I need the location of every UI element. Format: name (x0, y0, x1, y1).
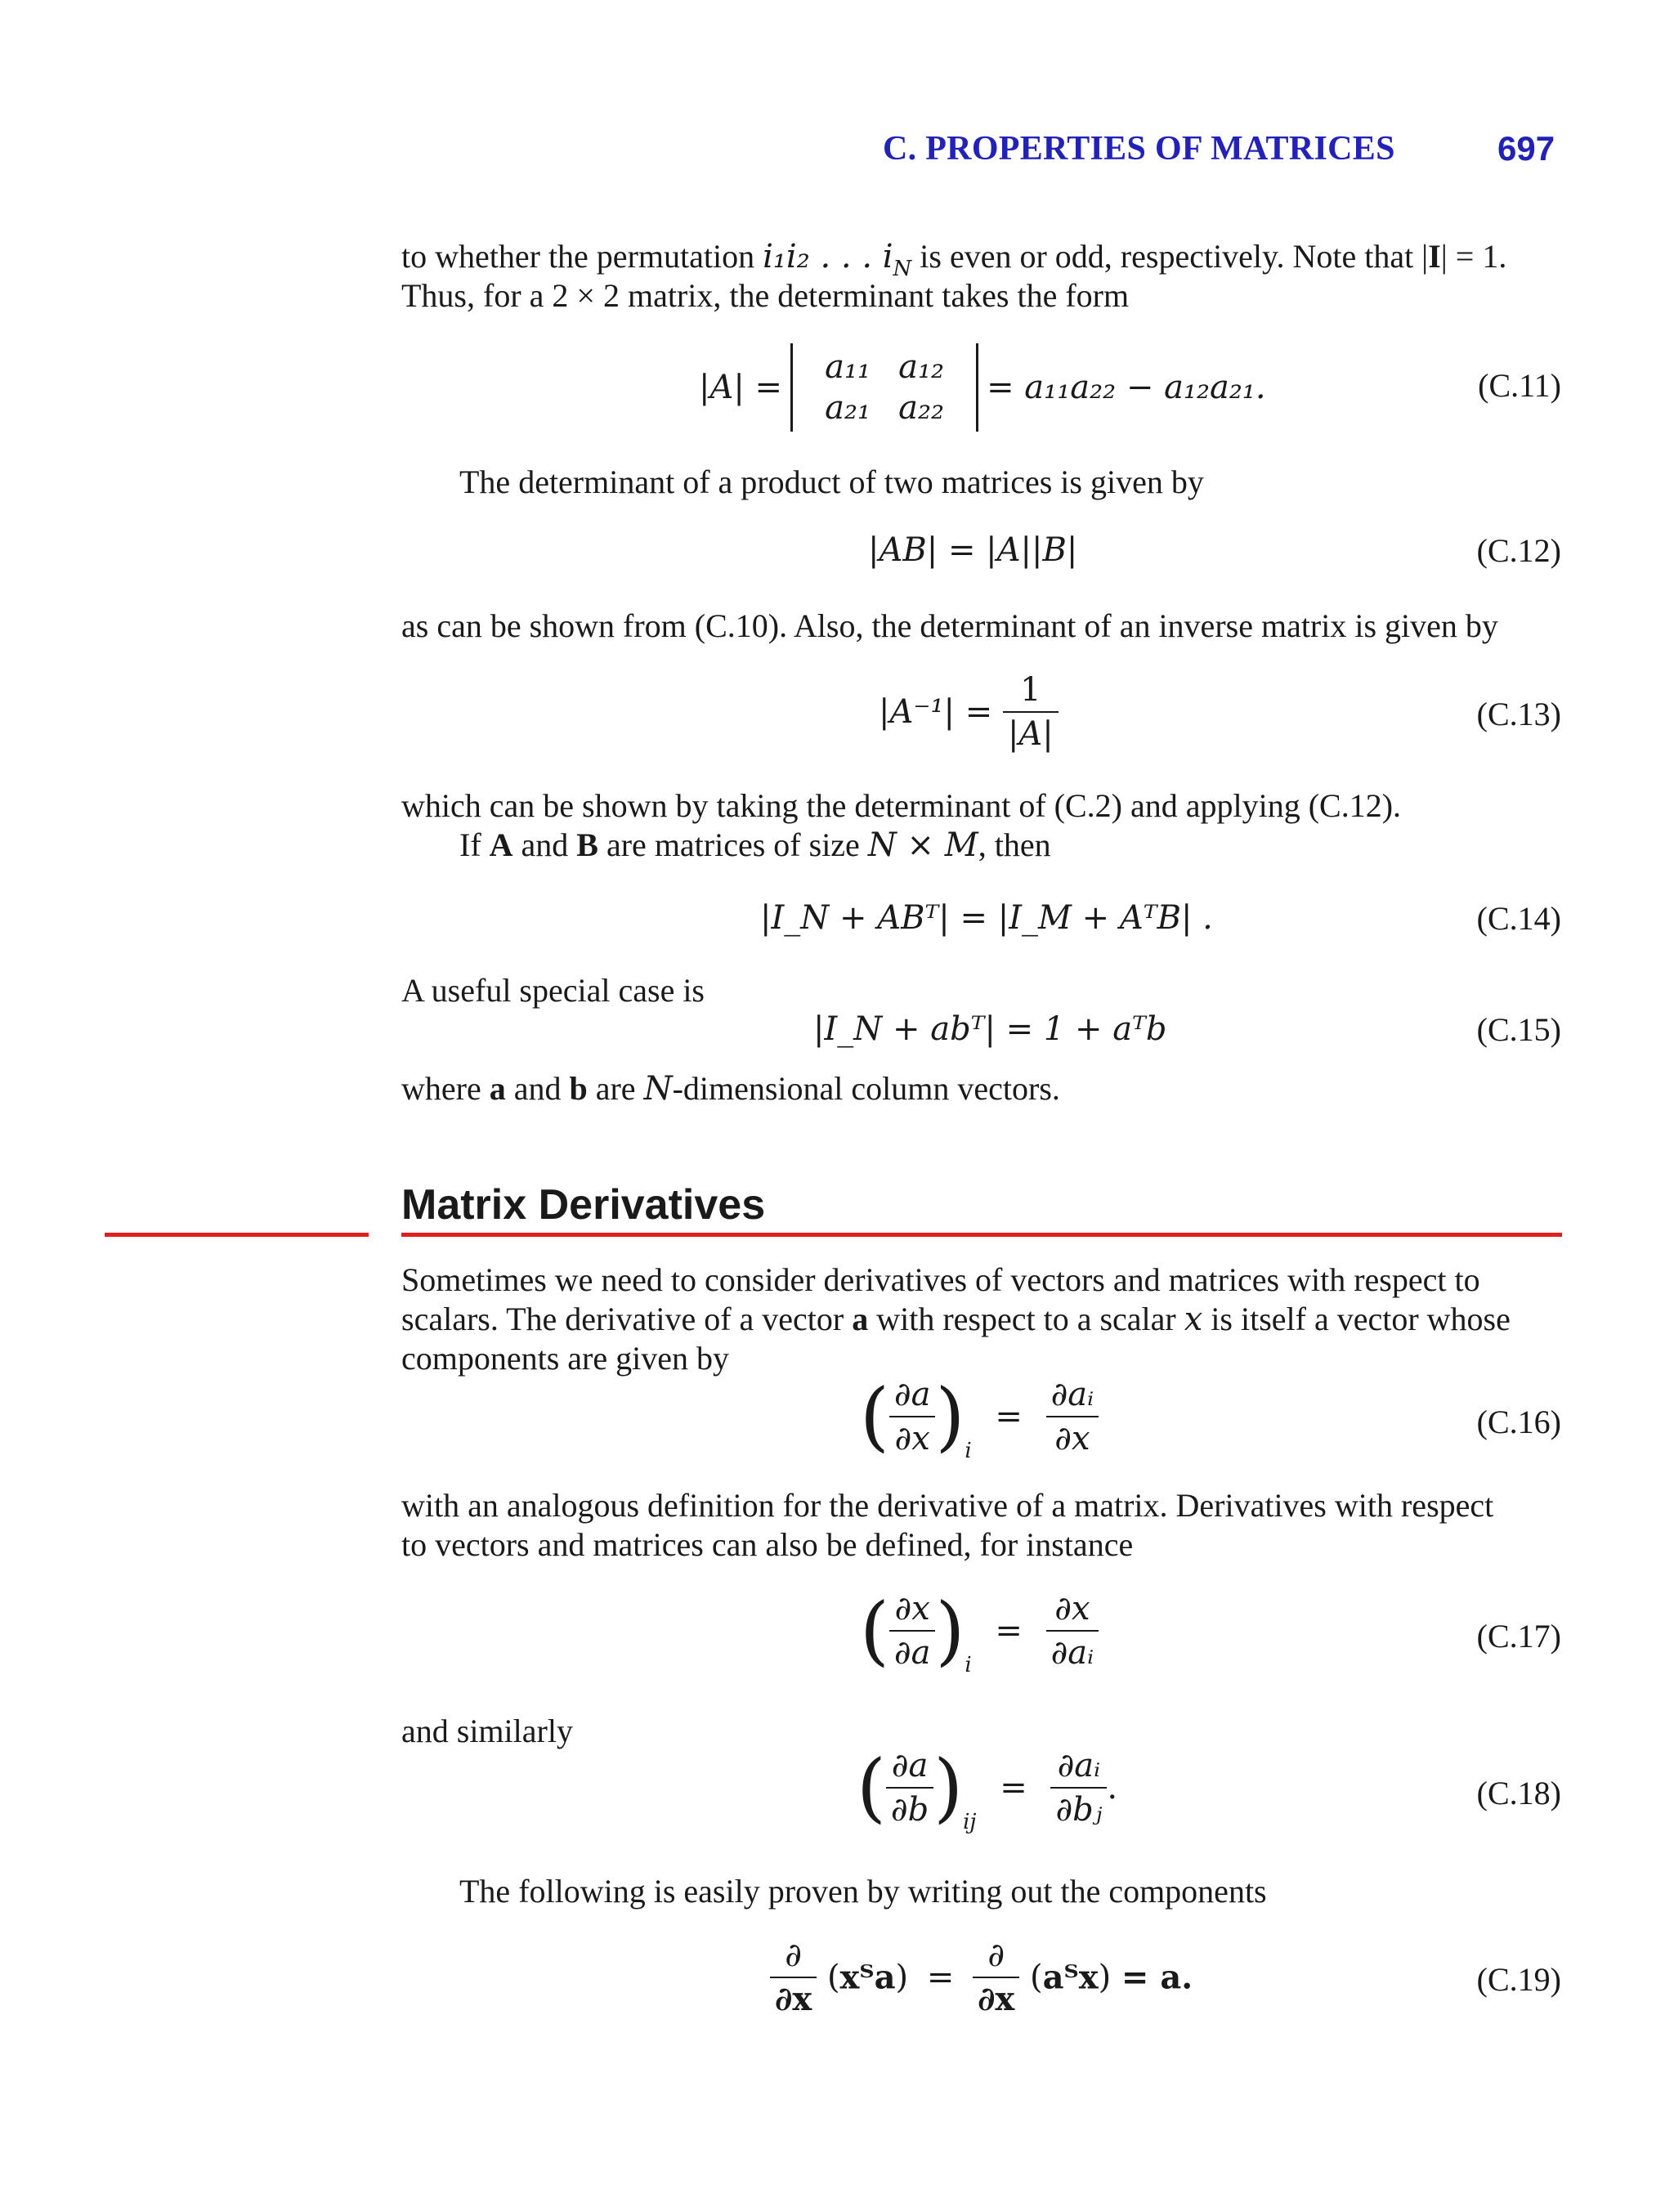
fraction-denominator: ∂a (893, 1634, 931, 1672)
paragraph-line (459, 826, 1051, 865)
fraction (889, 1373, 936, 1460)
math-inline: a (852, 1301, 869, 1337)
math-inline: x (1184, 1301, 1203, 1338)
paragraph-line (401, 1069, 1060, 1108)
math-inline: I (1428, 238, 1441, 275)
equation-c14: |I_N + ABᵀ| = |I_M + AᵀB| . (760, 899, 1213, 937)
fraction (1046, 1587, 1099, 1674)
fraction-numerator: ∂aᵢ (1046, 1373, 1099, 1417)
math-subscript: N (893, 257, 912, 281)
fraction (889, 1587, 936, 1674)
fraction-numerator: ∂ (770, 1934, 817, 1978)
fraction-denominator: ∂aᵢ (1050, 1634, 1094, 1672)
fraction-numerator: ∂x (1046, 1587, 1099, 1632)
right-paren: ) (935, 1587, 965, 1674)
text-run: , then (978, 826, 1051, 863)
running-header-title: C. PROPERTIES OF MATRICES (883, 130, 1395, 168)
equation-number: (C.17) (1476, 1618, 1561, 1655)
matrix-entry: a₂₁ (825, 389, 871, 427)
paragraph-line: with an analogous definition for the derivative of a matrix. Derivatives with respect (401, 1487, 1494, 1524)
math-inline: N (643, 1070, 673, 1108)
matrix-entry: a₂₂ (898, 389, 945, 427)
equals-sign: = (995, 1612, 1023, 1650)
equation-number: (C.19) (1476, 1961, 1561, 1998)
section-rule-margin (105, 1233, 369, 1237)
text-run: where (401, 1070, 490, 1107)
math-inline: a (489, 1070, 506, 1107)
matrix-entry: a₁₂ (898, 348, 945, 386)
right-paren: ) (935, 1372, 965, 1460)
matrix-entry: a₁₁ (825, 348, 871, 386)
math-inline: b (569, 1070, 588, 1107)
paragraph-line (401, 1300, 1511, 1339)
fraction-numerator: ∂a (886, 1744, 933, 1789)
math-inline: B (576, 826, 598, 863)
equation-c15: |I_N + abᵀ| = 1 + aᵀb (813, 1010, 1167, 1048)
text-run: is itself a vector whose (1202, 1301, 1511, 1337)
fraction (886, 1744, 933, 1831)
paragraph-line: and similarly (401, 1713, 573, 1749)
text-run: to whether the permutation (401, 238, 763, 275)
equation-c17 (860, 1587, 1099, 1677)
fraction: $\frac{\partial}{\partial x}$ (973, 1934, 1019, 2021)
section-heading: Matrix Derivatives (401, 1181, 766, 1229)
equation-c18 (857, 1744, 1117, 1834)
fraction-denominator: ∂bⱼ (1055, 1791, 1103, 1829)
left-paren: ( (1030, 1959, 1043, 1996)
equation-lhs: |A| = (699, 369, 783, 406)
paragraph-line: Sometimes we need to consider derivatives of vectors and matrices with respect to (401, 1261, 1480, 1298)
equation-number: (C.11) (1478, 367, 1561, 404)
text-run: scalars. The derivative of a vector (401, 1301, 853, 1337)
text-run: and (505, 1070, 570, 1107)
determinant-matrix (790, 343, 978, 432)
page-number: 697 (1497, 129, 1555, 168)
left-paren: ( (860, 1372, 889, 1460)
math-inline: i₁i₂ . . . i (763, 238, 893, 275)
fraction-denominator: ∂x (1054, 1420, 1090, 1458)
text-run: -dimensional column vectors. (672, 1070, 1060, 1107)
equation-c12: |AB| = |A||B| (868, 531, 1078, 569)
right-paren: ) (1098, 1959, 1112, 1996)
paragraph-line: which can be shown by taking the determinant of (C.2) and applying (C.12). (401, 787, 1402, 824)
fraction-denominator: |A| (1007, 715, 1054, 753)
equals-sign: = (995, 1398, 1023, 1435)
equation-rhs: = a. (1121, 1958, 1193, 1997)
math-term: xᵀa (839, 1958, 896, 1997)
text-run: If (459, 826, 490, 863)
section-rule (401, 1233, 1562, 1237)
math-subscript: i (965, 1439, 972, 1463)
fraction-numerator: ∂a (889, 1373, 936, 1417)
fraction-numerator: ∂x (889, 1587, 936, 1632)
fraction (1050, 1744, 1107, 1831)
left-paren: ( (860, 1587, 889, 1674)
left-paren: ( (826, 1959, 840, 1996)
equals-sign: = (926, 1959, 955, 1996)
paragraph-line: components are given by (401, 1340, 729, 1377)
equation-number: (C.12) (1476, 532, 1561, 569)
fraction-numerator: 1 (1003, 669, 1059, 713)
equation-number: (C.14) (1476, 900, 1561, 937)
math-inline: N × M (867, 826, 978, 864)
math-subscript: i (965, 1653, 972, 1677)
fraction (1003, 669, 1059, 755)
text-run: is even or odd, respectively. Note that | (911, 238, 1429, 275)
equation-number: (C.16) (1476, 1404, 1561, 1440)
equation-c19 (770, 1934, 1193, 2021)
math-subscript: ij (963, 1810, 977, 1834)
math-term: aᵀx (1042, 1958, 1099, 1997)
text-run: are (587, 1070, 644, 1107)
fraction-denominator: ∂x (775, 1980, 812, 2018)
equals-sign: = (1000, 1769, 1027, 1807)
fraction (770, 1934, 817, 2021)
fraction-denominator: ∂b (890, 1791, 929, 1829)
paragraph-line: A useful special case is (401, 972, 705, 1009)
equation-c11 (699, 343, 1266, 432)
text-run: with respect to a scalar (868, 1301, 1184, 1337)
fraction-numerator: ∂aᵢ (1050, 1744, 1107, 1789)
text-run: are matrices of size (598, 826, 868, 863)
paragraph-line: Thus, for a 2 × 2 matrix, the determinant takes the form (401, 277, 1130, 314)
right-paren: ) (895, 1959, 909, 1996)
equation-lhs: |A⁻¹| = (879, 693, 993, 731)
equation-c13 (879, 669, 1059, 755)
equation-number: (C.18) (1476, 1775, 1561, 1811)
equation-rhs: = a₁₁a₂₂ − a₁₂a₂₁. (987, 369, 1266, 406)
period: . (1107, 1769, 1118, 1807)
text-run: and (512, 826, 577, 863)
right-paren: ) (933, 1744, 964, 1831)
math-inline: A (489, 826, 513, 863)
text-run: | = 1. (1440, 238, 1507, 275)
equation-number: (C.13) (1476, 696, 1561, 732)
fraction (1046, 1373, 1099, 1460)
equation-number: (C.15) (1476, 1011, 1561, 1048)
paragraph-line: The determinant of a product of two matrices is given by (459, 463, 1204, 500)
left-paren: ( (857, 1744, 886, 1831)
equation-c16 (860, 1373, 1099, 1463)
paragraph-line: The following is easily proven by writing out the components (459, 1873, 1267, 1910)
fraction-denominator: ∂x (894, 1420, 930, 1458)
paragraph-line: to vectors and matrices can also be defined, for instance (401, 1526, 1134, 1563)
paragraph-line: as can be shown from (C.10). Also, the determinant of an inverse matrix is given by (401, 607, 1498, 644)
